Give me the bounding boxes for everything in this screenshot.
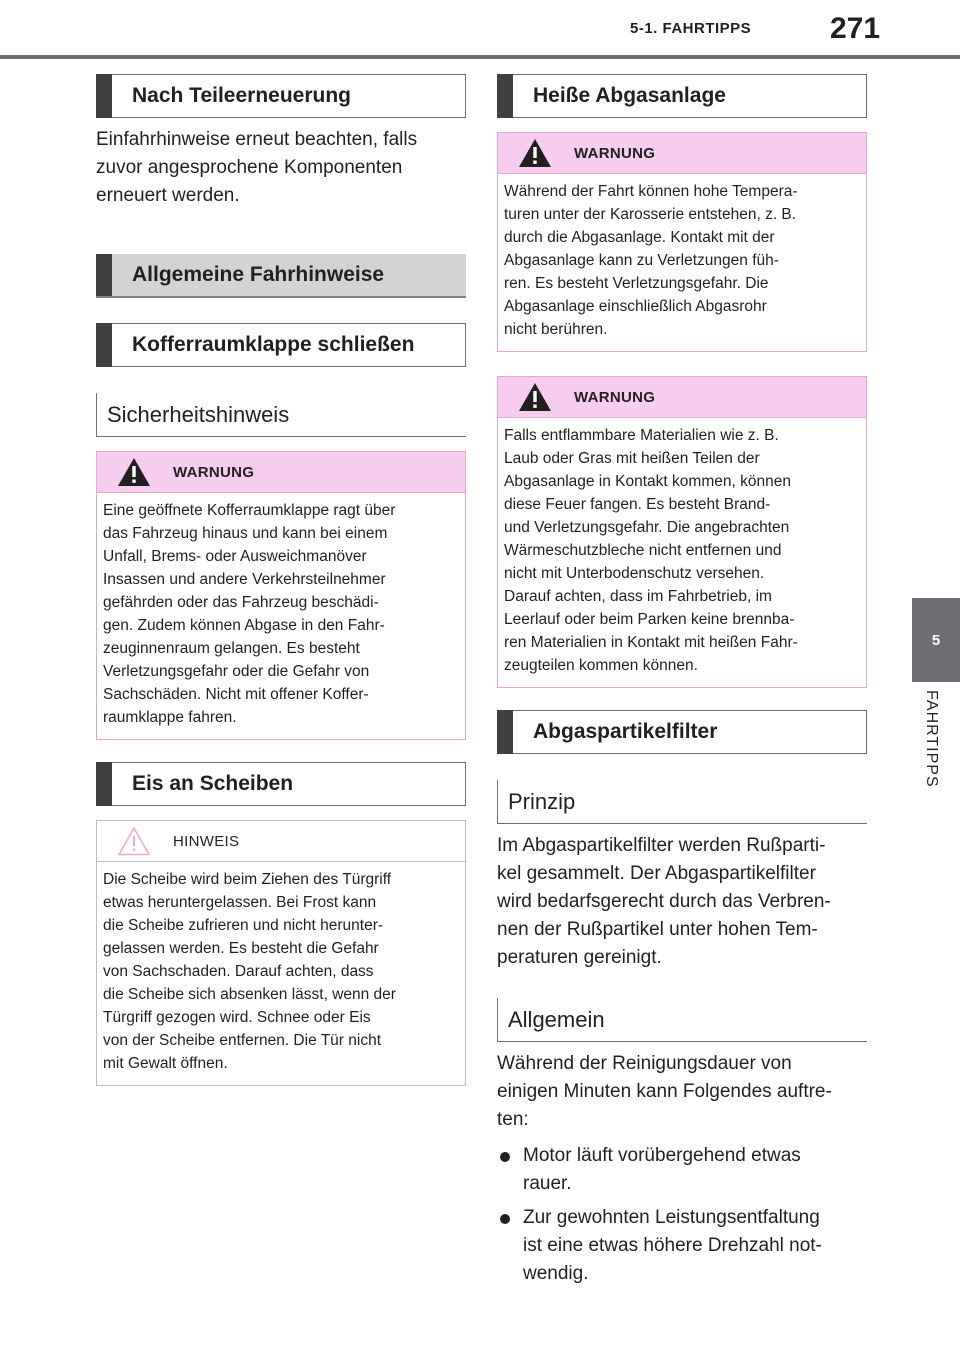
- warning-header: [498, 133, 866, 174]
- text-line: durch die Abgasanlage. Kontakt mit der: [504, 229, 775, 246]
- text-line: Abgasanlage einschließlich Abgasrohr: [504, 298, 767, 315]
- text-line: mit Gewalt öffnen.: [103, 1055, 228, 1072]
- text-line: Falls entflammbare Materialien wie z. B.: [504, 427, 779, 444]
- text-line: erneuert werden.: [96, 185, 240, 206]
- warning-header: [498, 377, 866, 418]
- text-line: Leerlauf oder beim Parken keine brennba-: [504, 611, 795, 628]
- text-line: rauer.: [523, 1173, 572, 1194]
- right-column: [497, 74, 867, 1294]
- warning-header: [97, 452, 465, 493]
- warning-triangle-icon: [117, 457, 151, 487]
- text-line: Unfall, Brems- oder Ausweichmanöver: [103, 548, 367, 565]
- hint-box-eis: [96, 820, 466, 1086]
- text-line: Wärmeschutzbleche nicht entfernen und: [504, 542, 782, 559]
- chapter-tab-label: FAHRTIPPS: [923, 690, 940, 788]
- text-line: nicht berühren.: [504, 321, 608, 338]
- text-line: von Sachschaden. Darauf achten, dass: [103, 963, 374, 980]
- text-line: Sachschäden. Nicht mit offener Koffer-: [103, 686, 369, 703]
- header-rule: [0, 55, 960, 59]
- text-line: die Scheibe zufrieren und nicht herunter-: [103, 917, 384, 934]
- heading-kofferraumklappe: Kofferraumklappe schließen: [96, 323, 466, 367]
- text-line: zeuginnenraum gelangen. Es besteht: [103, 640, 360, 657]
- text-line: Verletzungsgefahr oder die Gefahr von: [103, 663, 370, 680]
- warning-box-kofferraum: [96, 451, 466, 740]
- text-line: kel gesammelt. Der Abgaspartikelfilter: [497, 863, 816, 884]
- text-line: gefährden oder das Fahrzeug beschädi-: [103, 594, 379, 611]
- text-line: ten:: [497, 1109, 529, 1130]
- warning-body: [498, 174, 866, 351]
- warning-box-brand: [497, 376, 867, 688]
- chapter-tab[interactable]: [912, 598, 960, 682]
- text-line: wird bedarfsgerecht durch das Verbren-: [497, 891, 831, 912]
- text-line: zuvor angesprochene Komponenten: [96, 157, 403, 178]
- text-line: peraturen gereinigt.: [497, 947, 662, 968]
- section-title: 5-1. FAHRTIPPS: [630, 20, 752, 37]
- warning-box-temperatur: [497, 132, 867, 352]
- text-line: Während der Fahrt können hohe Tempera-: [504, 183, 798, 200]
- text-line: das Fahrzeug hinaus und kann bei einem: [103, 525, 388, 542]
- text-line: und Verletzungsgefahr. Die angebrachten: [504, 519, 790, 536]
- hint-triangle-icon: [117, 826, 151, 856]
- heading-allgemeine-fahrhinweise: Allgemeine Fahrhinweise: [96, 254, 466, 298]
- hint-body: [97, 862, 465, 1085]
- list-item: [497, 1204, 867, 1288]
- paragraph-prinzip: [497, 832, 867, 972]
- text-line: Insassen und andere Verkehrsteilnehmer: [103, 571, 386, 588]
- text-line: die Scheibe sich absenken lässt, wenn der: [103, 986, 396, 1003]
- warning-triangle-icon: [518, 382, 552, 412]
- bullet-icon: [500, 1152, 510, 1162]
- page-number: 271: [830, 12, 881, 45]
- subheading-sicherheitshinweis: Sicherheitshinweis: [96, 393, 466, 437]
- heading-heisse-abgasanlage: Heiße Abgasanlage: [497, 74, 867, 118]
- warning-triangle-icon: [518, 138, 552, 168]
- text-line: wendig.: [523, 1263, 589, 1284]
- text-line: diese Feuer fangen. Es besteht Brand-: [504, 496, 771, 513]
- text-line: Abgasanlage kann zu Verletzungen füh-: [504, 252, 779, 269]
- chapter-tab-number: 5: [931, 631, 941, 649]
- warning-label: WARNUNG: [173, 463, 255, 481]
- text-line: gelassen werden. Es besteht die Gefahr: [103, 940, 379, 957]
- text-line: Im Abgaspartikelfilter werden Rußparti-: [497, 835, 826, 856]
- text-line: Türgriff gezogen wird. Schnee oder Eis: [103, 1009, 371, 1026]
- subheading-prinzip: Prinzip: [497, 780, 867, 824]
- heading-eis-an-scheiben: Eis an Scheiben: [96, 762, 466, 806]
- text-line: Die Scheibe wird beim Ziehen des Türgriff: [103, 871, 392, 888]
- text-line: Einfahrhinweise erneut beachten, falls: [96, 129, 418, 150]
- text-line: ist eine etwas höhere Drehzahl not-: [523, 1235, 822, 1256]
- heading-abgaspartikelfilter: Abgaspartikelfilter: [497, 710, 867, 754]
- warning-body: [498, 418, 866, 687]
- text-line: Abgasanlage in Kontakt kommen, können: [504, 473, 791, 490]
- left-column: [96, 74, 466, 1086]
- subheading-allgemein: Allgemein: [497, 998, 867, 1042]
- hint-label: HINWEIS: [173, 832, 240, 850]
- text-line: Motor läuft vorübergehend etwas: [523, 1145, 801, 1166]
- text-line: einigen Minuten kann Folgendes auftre-: [497, 1081, 832, 1102]
- text-line: raumklappe fahren.: [103, 709, 237, 726]
- text-line: turen unter der Karosserie entstehen, z. B.: [504, 206, 797, 223]
- bullet-icon: [500, 1214, 510, 1224]
- text-line: Während der Reinigungsdauer von: [497, 1053, 792, 1074]
- text-line: Eine geöffnete Kofferraumklappe ragt über: [103, 502, 396, 519]
- bullet-list: [497, 1142, 867, 1288]
- warning-label: WARNUNG: [574, 388, 656, 406]
- paragraph-nach-teilerneuerung: [96, 126, 466, 210]
- text-line: Darauf achten, dass im Fahrbetrieb, im: [504, 588, 772, 605]
- hint-header: [97, 821, 465, 862]
- text-line: Zur gewohnten Leistungsentfaltung: [523, 1207, 820, 1228]
- heading-nach-teilerneuerung: Nach Teileerneuerung: [96, 74, 466, 118]
- text-line: gen. Zudem können Abgase in den Fahr-: [103, 617, 385, 634]
- warning-label: WARNUNG: [574, 144, 656, 162]
- text-line: ren Materialien in Kontakt mit heißen Fahr-: [504, 634, 798, 651]
- list-item: [497, 1142, 867, 1198]
- text-line: zeugteilen kommen können.: [504, 657, 698, 674]
- text-line: nicht mit Unterbodenschutz versehen.: [504, 565, 765, 582]
- text-line: von der Scheibe entfernen. Die Tür nicht: [103, 1032, 382, 1049]
- text-line: nen der Rußpartikel unter hohen Tem-: [497, 919, 818, 940]
- paragraph-allgemein: [497, 1050, 867, 1134]
- text-line: Laub oder Gras mit heißen Teilen der: [504, 450, 760, 467]
- text-line: etwas heruntergelassen. Bei Frost kann: [103, 894, 377, 911]
- text-line: ren. Es besteht Verletzungsgefahr. Die: [504, 275, 769, 292]
- warning-body: [97, 493, 465, 739]
